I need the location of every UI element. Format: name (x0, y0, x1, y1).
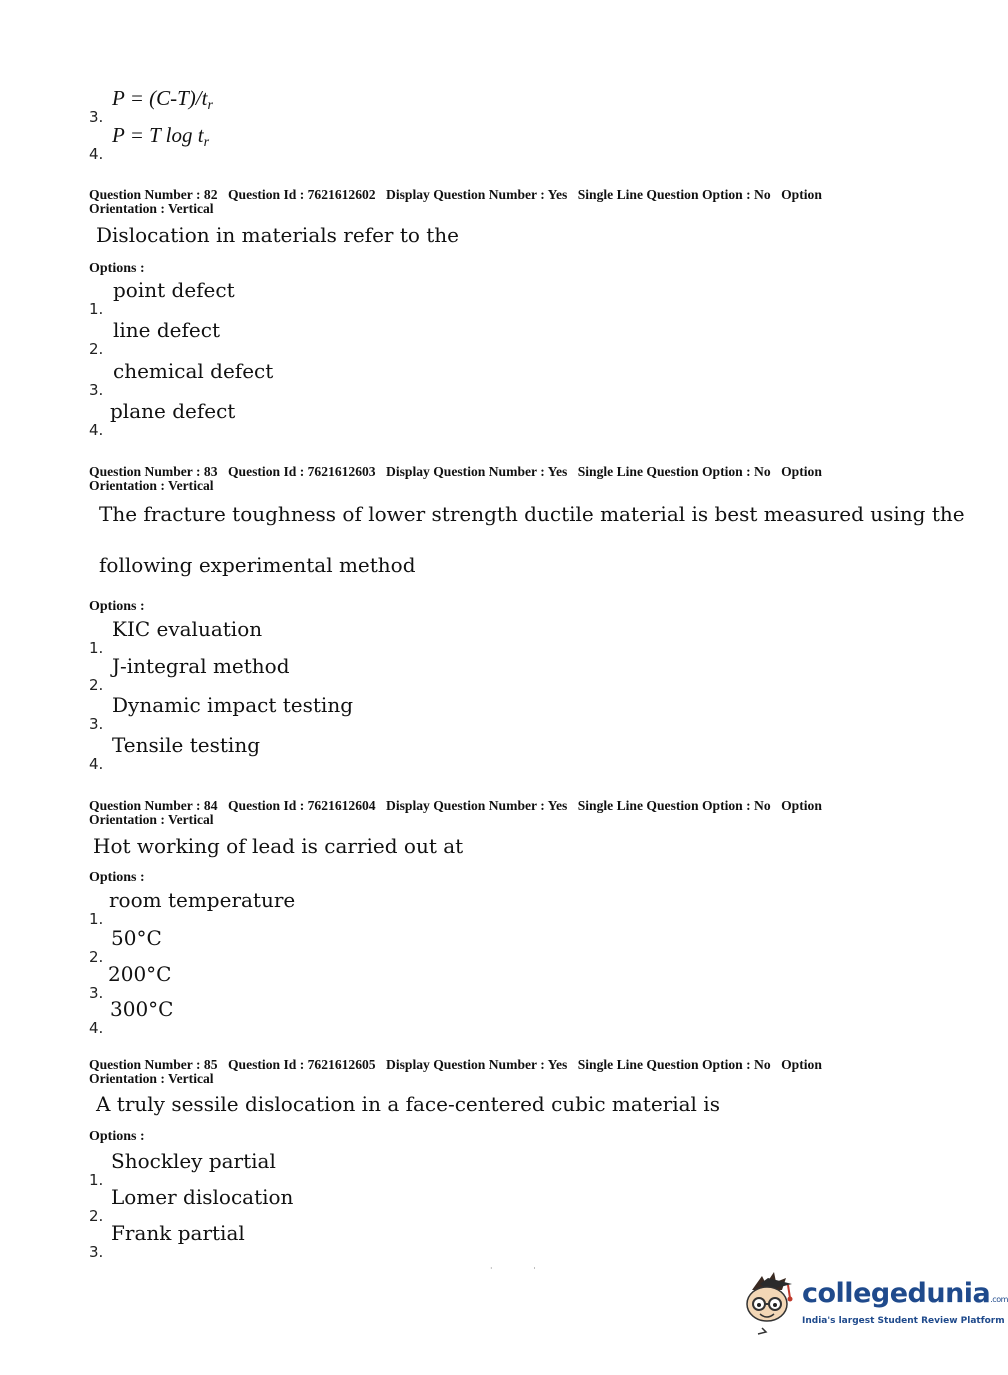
orientation: Orientation : Vertical (89, 478, 214, 493)
option-text: chemical defect (113, 359, 274, 383)
prev-option-3 (0, 86, 1000, 126)
question-number: Question Number : 83 (89, 464, 218, 479)
option-number: 3. (89, 715, 104, 733)
q85-option-2 (0, 1185, 1000, 1225)
option-number: 2. (89, 340, 104, 358)
options-label: Options : (89, 1129, 145, 1144)
question-number: Question Number : 82 (89, 187, 218, 202)
formula-subscript: r (203, 135, 210, 150)
single-line-option: Single Line Question Option : No (577, 187, 771, 202)
formula-subscript: r (207, 98, 213, 113)
question-83-text-line-2: following experimental method (99, 553, 416, 577)
option-text: 200°C (108, 962, 172, 986)
display-question-number: Display Question Number : Yes (386, 187, 568, 202)
option-text: room temperature (109, 888, 296, 912)
option-label: Option (781, 464, 822, 479)
option-number: 3. (89, 1243, 104, 1261)
logo-tagline: India's largest Student Review Platform (802, 1316, 1005, 1326)
logo-suffix: .com (990, 1295, 1008, 1304)
q82-option-1 (0, 278, 1000, 318)
question-85-text: A truly sessile dislocation in a face-centered cubic material is (96, 1092, 720, 1116)
option-number: 4. (89, 421, 104, 439)
single-line-option: Single Line Question Option : No (577, 464, 771, 479)
formula-text (112, 123, 209, 151)
option-text: Shockley partial (111, 1149, 276, 1173)
q82-option-2 (0, 318, 1000, 358)
option-number: 4. (89, 1019, 104, 1037)
formula-lhs: P = (C-T)/t (112, 86, 208, 110)
question-82-text: Dislocation in materials refer to the (96, 223, 460, 247)
option-number: 2. (89, 948, 104, 966)
option-text: 300°C (110, 997, 174, 1021)
question-84-meta (89, 799, 869, 827)
option-text: Lomer dislocation (111, 1185, 294, 1209)
q82-option-4 (0, 399, 1000, 439)
option-number: 1. (89, 639, 104, 657)
question-85-meta (89, 1058, 869, 1086)
option-text: J-integral method (112, 654, 290, 678)
collegedunia-logo (740, 1268, 1008, 1340)
q85-option-3 (0, 1221, 1000, 1261)
orientation: Orientation : Vertical (89, 1071, 214, 1086)
option-text: line defect (113, 318, 220, 342)
option-label: Option (781, 187, 822, 202)
option-text: Frank partial (111, 1221, 245, 1245)
single-line-option: Single Line Question Option : No (577, 798, 771, 813)
option-number: 4. (89, 145, 104, 163)
display-question-number: Display Question Number : Yes (386, 1057, 568, 1072)
prev-option-4 (0, 123, 1000, 163)
option-text: 50°C (111, 926, 162, 950)
option-number: 3. (89, 381, 104, 399)
mascot-icon (740, 1268, 800, 1340)
option-number: 1. (89, 300, 104, 318)
q84-option-1 (0, 888, 1000, 928)
option-number: 3. (89, 984, 104, 1002)
option-number: 4. (89, 755, 104, 773)
question-id: Question Id : 7621612605 (227, 1057, 376, 1072)
option-text: Dynamic impact testing (112, 693, 353, 717)
scan-artifact: · · (490, 1264, 536, 1273)
q83-option-3 (0, 693, 1000, 733)
option-number: 3. (89, 108, 104, 126)
options-label: Options : (89, 261, 145, 276)
option-number: 1. (89, 910, 104, 928)
orientation: Orientation : Vertical (89, 812, 214, 827)
question-id: Question Id : 7621612603 (227, 464, 376, 479)
question-82-meta (89, 188, 869, 216)
option-text: plane defect (110, 399, 236, 423)
q84-option-4 (0, 997, 1000, 1037)
option-label: Option (781, 798, 822, 813)
question-id: Question Id : 7621612604 (227, 798, 376, 813)
option-number: 1. (89, 1171, 104, 1189)
question-84-text: Hot working of lead is carried out at (93, 834, 464, 858)
option-number: 2. (89, 676, 104, 694)
question-83-text-line-1: The fracture toughness of lower strength ductile material is best measured using the (99, 502, 965, 526)
option-text: point defect (113, 278, 235, 302)
display-question-number: Display Question Number : Yes (386, 798, 568, 813)
logo-wordmark (802, 1278, 1008, 1309)
question-id: Question Id : 7621612602 (227, 187, 376, 202)
formula-text (112, 86, 213, 114)
q85-option-1 (0, 1149, 1000, 1189)
option-label: Option (781, 1057, 822, 1072)
display-question-number: Display Question Number : Yes (386, 464, 568, 479)
option-text: KIC evaluation (112, 617, 263, 641)
q83-option-4 (0, 733, 1000, 773)
question-number: Question Number : 84 (89, 798, 218, 813)
question-83-meta (89, 465, 869, 493)
q84-option-2 (0, 926, 1000, 966)
q84-option-3 (0, 962, 1000, 1002)
options-label: Options : (89, 870, 145, 885)
logo-name: collegedunia (802, 1278, 991, 1309)
options-label: Options : (89, 599, 145, 614)
option-text: Tensile testing (112, 733, 261, 757)
question-number: Question Number : 85 (89, 1057, 218, 1072)
orientation: Orientation : Vertical (89, 201, 214, 216)
q83-option-2 (0, 654, 1000, 694)
q83-option-1 (0, 617, 1000, 657)
q82-option-3 (0, 359, 1000, 399)
single-line-option: Single Line Question Option : No (577, 1057, 771, 1072)
option-number: 2. (89, 1207, 104, 1225)
formula-lhs: P = T log t (112, 123, 204, 147)
